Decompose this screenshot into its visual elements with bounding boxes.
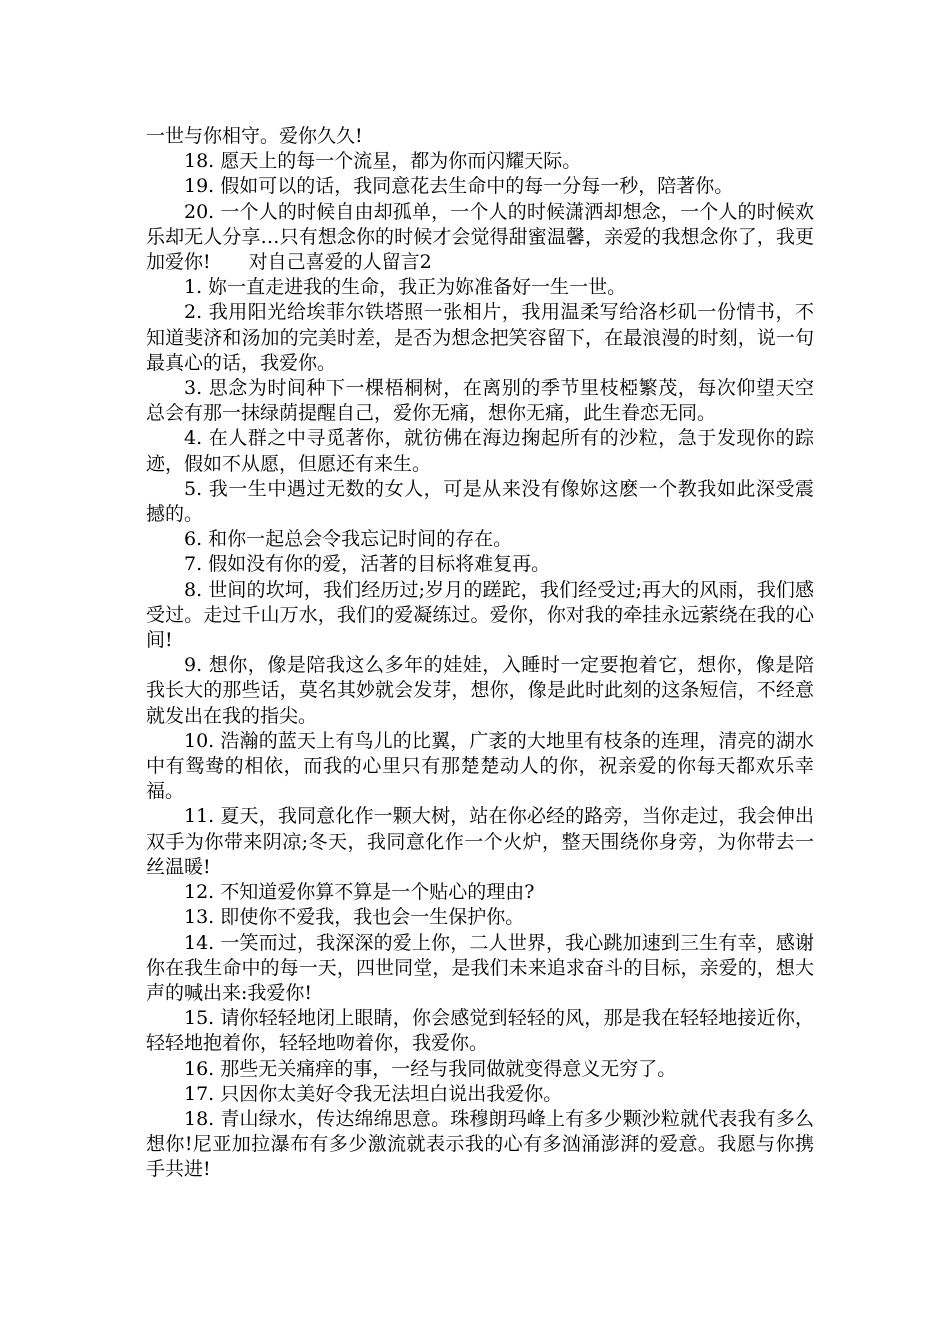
paragraph-1: 18. 愿天上的每一个流星，都为你而闪耀天际。 <box>184 150 582 173</box>
paragraph-14: 11. 夏天，我同意化作一颗大树，站在你必经的路旁，当你走过，我会伸出双手为你带来阴凉;冬天，我同意化作一个火炉，整天围绕你身旁，为你带去一丝温暖! <box>146 805 814 878</box>
paragraph-15: 12. 不知道爱你算不算是一个贴心的理由? <box>184 881 535 904</box>
paragraph-2: 19. 假如可以的话，我同意花去生命中的每一分每一秒，陪著你。 <box>184 175 734 198</box>
paragraph-19: 16. 那些无关痛痒的事，一经与我同做就变得意义无穷了。 <box>184 1057 677 1080</box>
paragraph-6: 3. 思念为时间种下一棵梧桐树，在离别的季节里枝椏繁茂，每次仰望天空总会有那一抹绿荫提醒自己，爱你无痛，想你无痛，此生眷恋无同。 <box>146 377 814 425</box>
paragraph-3: 20. 一个人的时候自由却孤单，一个人的时候潇洒却想念，一个人的时候欢乐却无人分享…只有想念你的时候才会觉得甜蜜温馨，亲爱的我想念你了，我更加爱你! 对自己喜爱的人留言2 <box>146 200 814 274</box>
paragraph-12: 9. 想你，像是陪我这么多年的娃娃，入睡时一定要抱着它，想你，像是陪我长大的那些话，莫名其妙就会发芽，想你，像是此时此刻的这条短信，不经意就发出在我的指尖。 <box>146 654 814 727</box>
paragraph-20: 17. 只因你太美好令我无法坦白说出我爱你。 <box>184 1082 563 1105</box>
paragraph-13: 10. 浩瀚的蓝天上有鸟儿的比翼，广袤的大地里有枝条的连理，清亮的湖水中有鸳鸯的相依，而我的心里只有那楚楚动人的你，祝亲爱的你每天都欢乐幸福。 <box>146 729 814 803</box>
paragraph-10: 7. 假如没有你的爱，活著的目标将难复再。 <box>184 553 551 576</box>
paragraph-16: 13. 即使你不爱我，我也会一生保护你。 <box>184 906 525 929</box>
paragraph-8: 5. 我一生中遇过无数的女人，可是从来没有像妳这麽一个教我如此深受震撼的。 <box>146 477 814 526</box>
paragraph-11: 8. 世间的坎坷，我们经历过;岁月的蹉跎，我们经受过;再大的风雨，我们感受过。走过千山万水，我们的爱凝练过。爱你，你对我的牵挂永远萦绕在我的心间! <box>146 578 814 652</box>
paragraph-7: 4. 在人群之中寻觅著你，就彷佛在海边掬起所有的沙粒，急于发现你的踪迹，假如不从愿，但愿还有来生。 <box>146 427 814 475</box>
document-page <box>146 124 814 1183</box>
paragraph-18: 15. 请你轻轻地闭上眼睛，你会感觉到轻轻的风，那是我在轻轻地接近你，轻轻地抱着你，轻轻地吻着你，我爱你。 <box>146 1007 814 1055</box>
paragraph-0: 一世与你相守。爱你久久! <box>146 125 363 147</box>
paragraph-17: 14. 一笑而过，我深深的爱上你，二人世界，我心跳加速到三生有幸，感谢你在我生命中的每一天，四世同堂，是我们未来追求奋斗的目标，亲爱的，想大声的喊出来:我爱你! <box>146 931 814 1004</box>
paragraph-5: 2. 我用阳光给埃菲尔铁塔照一张相片，我用温柔写给洛杉矶一份情书，不知道斐济和汤加的完美时差，是否为想念把笑容留下，在最浪漫的时刻，说一句最真心的话，我爱你。 <box>146 301 814 374</box>
paragraph-21: 18. 青山绿水，传达绵绵思意。珠穆朗玛峰上有多少颗沙粒就代表我有多么想你!尼亚加拉瀑布有多少激流就表示我的心有多汹涌澎湃的爱意。我愿与你携手共进! <box>146 1107 814 1181</box>
paragraph-4: 1. 妳一直走进我的生命，我正为妳准备好一生一世。 <box>184 276 627 299</box>
paragraph-9: 6. 和你一起总会令我忘记时间的存在。 <box>184 528 513 551</box>
